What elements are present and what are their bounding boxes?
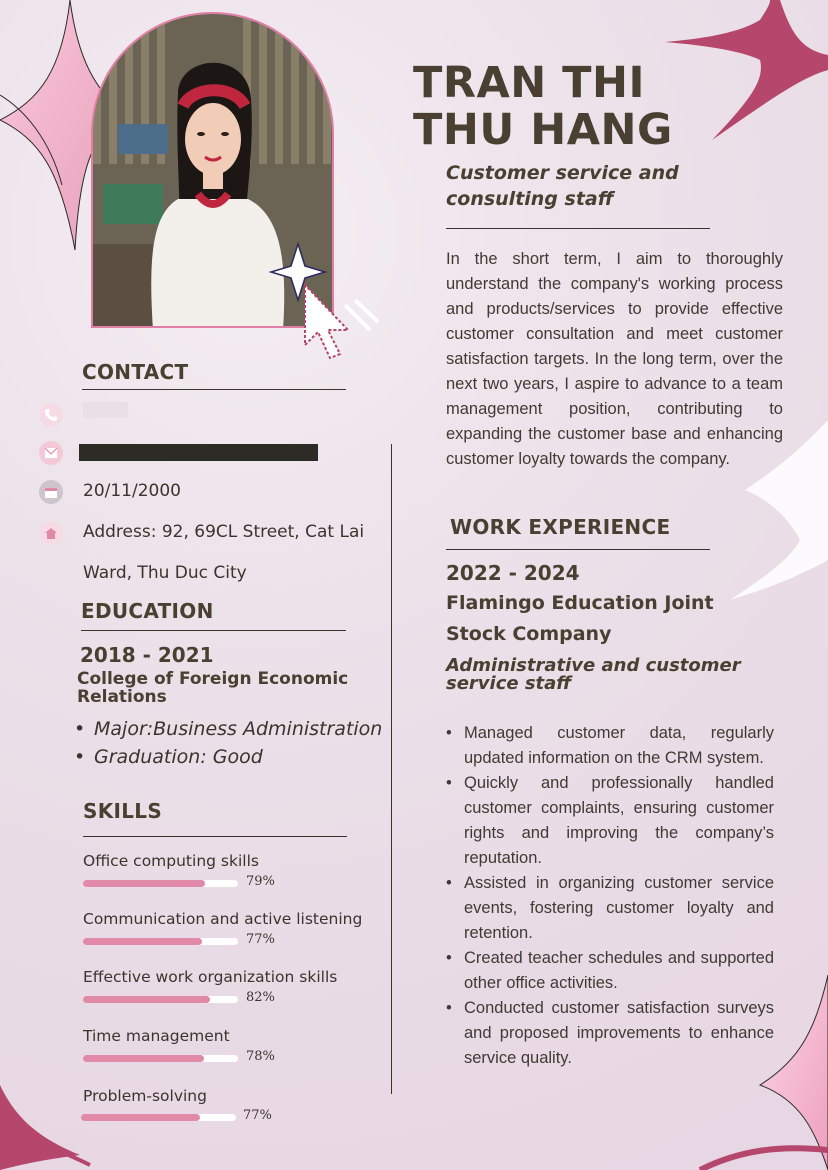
experience-title: WORK EXPERIENCE: [450, 515, 671, 539]
skill-name: Problem-solving: [83, 1087, 207, 1105]
skill-percent: 78%: [246, 1049, 275, 1064]
duty-item: • Quickly and professionally handled customer complaints, ensuring customer rights and improving the company’s reputation.: [444, 771, 774, 871]
skill-name: Time management: [83, 1027, 230, 1045]
experience-divider: [446, 549, 710, 550]
email-redacted: [79, 444, 318, 461]
home-icon: [39, 521, 63, 545]
column-divider: [391, 444, 392, 1094]
skill-bar-track: [81, 1114, 236, 1121]
skill-bar-track: [83, 1055, 238, 1062]
duty-item: • Conducted customer satisfaction surveys and proposed improvements to enhance service quality.: [444, 996, 774, 1071]
skill-bar-track: [83, 938, 238, 945]
phone-icon: [39, 403, 63, 427]
skill-bar-fill: [81, 1114, 200, 1121]
candidate-role: Customer service and consulting staff: [446, 162, 679, 210]
skill-name: Communication and active listening: [83, 910, 363, 928]
education-major: • Major:Business Administration: [74, 715, 382, 743]
birthday-text: 20/11/2000: [83, 481, 181, 501]
skill-bar-fill: [83, 938, 202, 945]
education-details: [74, 715, 382, 771]
contact-title: CONTACT: [82, 360, 189, 384]
contact-divider: [82, 389, 346, 390]
skill-percent: 77%: [246, 932, 275, 947]
duty-item: • Created teacher schedules and supported other office activities.: [444, 946, 774, 996]
email-icon: [39, 441, 63, 465]
duty-item: • Assisted in organizing customer service events, fostering customer loyalty and retention.: [444, 871, 774, 946]
skill-name: Effective work organization skills: [83, 968, 338, 986]
skill-bar-fill: [83, 1055, 204, 1062]
role-divider: [446, 228, 710, 229]
education-graduation: • Graduation: Good: [74, 743, 382, 771]
skill-bar-fill: [83, 880, 205, 887]
candidate-name: [413, 60, 713, 154]
skill-percent: 77%: [243, 1108, 272, 1123]
skill-bar-track: [83, 996, 238, 1003]
job-years: 2022 - 2024: [446, 561, 580, 585]
phone-redacted: [83, 402, 128, 418]
skills-title: SKILLS: [83, 799, 163, 823]
skill-name: Office computing skills: [83, 852, 259, 870]
address-line-1: Address: 92, 69CL Street, Cat Lai: [83, 522, 365, 542]
education-title: EDUCATION: [81, 599, 214, 623]
calendar-icon: [39, 480, 63, 504]
company-name: Flamingo Education Joint Stock Company: [446, 592, 714, 645]
profile-photo: [91, 12, 334, 328]
skill-percent: 82%: [246, 990, 275, 1005]
magenta-star-bottom-left: [0, 1085, 80, 1170]
education-years: 2018 - 2021: [80, 643, 214, 667]
skill-bar-fill: [83, 996, 210, 1003]
education-school: College of Foreign Economic Relations: [77, 669, 349, 707]
name-line-2: THU HANG: [413, 105, 673, 155]
address-line-2: Ward, Thu Duc City: [83, 563, 247, 583]
skill-percent: 79%: [246, 874, 275, 889]
name-line-1: TRAN THI: [413, 58, 645, 108]
duty-item: • Managed customer data, regularly updated information on the CRM system.: [444, 721, 774, 771]
skill-bar-track: [83, 880, 238, 887]
job-duties: [444, 721, 774, 1071]
career-objective: In the short term, I aim to thoroughly understand the company's working process and products/services to provide effective customer consultation and meet customer satisfaction targets. In the long term, over the next two years, I aspire to advance to a team management position, contributing to expanding the customer base and enhancing customer loyalty towards the company.: [446, 250, 783, 468]
education-divider: [81, 630, 346, 631]
skills-divider: [83, 836, 347, 837]
job-title: Administrative and customer service staff: [446, 655, 741, 694]
